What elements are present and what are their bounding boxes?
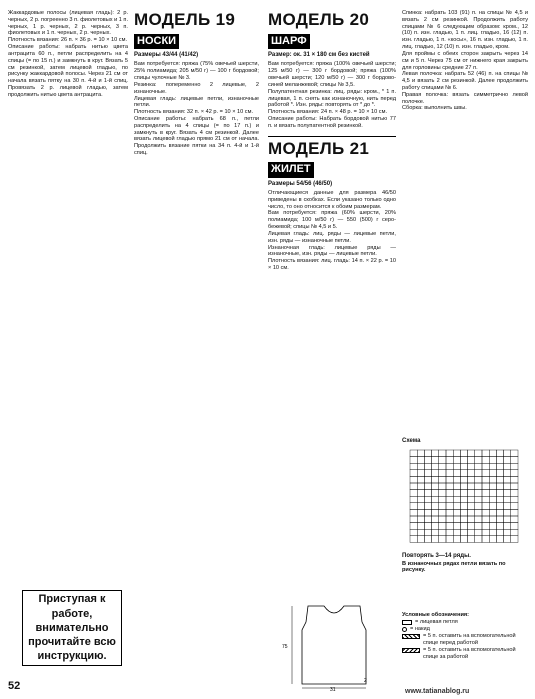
chart-cell	[417, 476, 424, 483]
chart-cell	[432, 463, 439, 470]
chart-cell	[410, 450, 417, 457]
legend-item	[402, 633, 528, 647]
chart-cell	[482, 516, 489, 523]
chart-cell	[446, 490, 453, 497]
chart-cell	[439, 509, 446, 516]
chart-cell	[504, 516, 511, 523]
chart-cell	[432, 476, 439, 483]
chart-cell	[460, 536, 467, 543]
chart-cell	[439, 496, 446, 503]
chart-cell	[460, 457, 467, 464]
model-19-column	[134, 10, 259, 157]
chart-cell	[453, 470, 460, 477]
model-19-sizes: Размеры 43/44 (41/42)	[134, 52, 199, 59]
chart-cell	[424, 483, 431, 490]
chart-cell	[504, 503, 511, 510]
chart-cell	[475, 529, 482, 536]
chart-cell	[496, 523, 503, 530]
chart-cell	[453, 503, 460, 510]
chart-cell	[468, 529, 475, 536]
chart-cell	[453, 509, 460, 516]
chart-cell	[511, 496, 518, 503]
legend	[402, 612, 528, 661]
chart-cell	[511, 523, 518, 530]
chart-cell	[475, 490, 482, 497]
chart-cell	[424, 536, 431, 543]
chart-cell	[475, 470, 482, 477]
chart-cell	[496, 516, 503, 523]
chart-cell	[482, 536, 489, 543]
model-21-sizes: Размеры 54/56 (46/50)	[268, 180, 333, 187]
chart-cell	[453, 516, 460, 523]
chart-cell	[410, 463, 417, 470]
chart-cell	[482, 490, 489, 497]
chart-cell	[432, 529, 439, 536]
chart-cell	[496, 463, 503, 470]
chart-cell	[482, 503, 489, 510]
chart-cell	[489, 536, 496, 543]
legend-label: = лицевая петля	[415, 618, 458, 625]
chart-cell	[496, 496, 503, 503]
chart-cell	[446, 496, 453, 503]
chart-cell	[475, 476, 482, 483]
chart-cell	[511, 516, 518, 523]
chart-cell	[446, 503, 453, 510]
model-19-text: Вам потребуется: пряжа (75% овечьей шерсти, 25% полиамида; 205 м/50 г) — 100 г бордовой; спицы чулочные № 3. Резинка: попеременно 2 лицевые, 2 изнаночные. Лицевая гладь: лицевые петли, изнаночные петли. Плотность вязания: 32 п. × 42 р. = 10 × 10 см. Описание работы: набрать 68 п., петли распределить на 4 спицы (= по 17 п.) и замкнуть в круг. Вязать 4 см резинкой. Далее вязать лицевой гладью прямо 21 см от начала. Продолжить вязание пятки на 34 п. 4-й и 1-й спиц.	[134, 61, 259, 157]
chart-cell	[439, 536, 446, 543]
chart-cell	[432, 509, 439, 516]
chart-cell	[424, 450, 431, 457]
chart-cell	[475, 523, 482, 530]
chart-cell	[417, 536, 424, 543]
chart-cell	[460, 496, 467, 503]
chart-cell	[439, 490, 446, 497]
chart-cell	[417, 470, 424, 477]
legend-item	[402, 619, 528, 626]
model-21-text: Отличающиеся данные для размера 46/50 приведены в скобках. Если указано только одно число, то оно относится к обоим размерам. Вам потребуется: пряжа (60% шерсти, 20% полиамида; 100 м/50 г) — 550 (500) г серо-бежевой; спицы № 4,5 и 5. Лицевая гладь: лиц. ряды — лицевые петли, изн. ряды — изнаночные петли. Изнаночная гладь: лицевые ряды — изнаночные, изн. ряды — лицевые петли. Плотность вязания: лиц. гладь: 14 п. × 22 р. = 10 × 10 см.	[268, 190, 396, 271]
chart-cell	[460, 509, 467, 516]
chart-cell	[511, 503, 518, 510]
chart-cell	[439, 523, 446, 530]
chart-cell	[410, 516, 417, 523]
chart-cell	[489, 490, 496, 497]
chart-cell	[504, 490, 511, 497]
chart-cell	[460, 516, 467, 523]
left-column-text: Жаккардовые полосы (лицевая гладь): 2 р. черных, 2 р. погреенно 3 п. фиолетовых и 1 п. черных, 1 р. черных, 2 р. черных, 3 п. фиолетовых и 1 п. черных, 2 р. черных. Плотность вязания: 26 п. × 36 р. = 10 × 10 см. Описание работы: набрать нитью цвета антрацита 60 п., петли распределить на 4 спицы (= по 15 п.) и замкнуть в круг. Вязать 5 см резинкой, затем лицевой гладью, по рисунку жаккардовой полосы. Через 21 см от начала вязать пятку на 30 п. 4-й и 1-й спиц. Провязать 2 р. лицевой гладью, затем продолжить нитью цвета антрацита.	[8, 10, 128, 98]
chart-cell	[410, 483, 417, 490]
chart-cell	[460, 470, 467, 477]
chart-cell	[446, 457, 453, 464]
chart-cell	[453, 490, 460, 497]
chart-cell	[482, 509, 489, 516]
chart-cell	[489, 463, 496, 470]
chart-cell	[482, 529, 489, 536]
chart-cell	[446, 470, 453, 477]
chart-cell	[453, 483, 460, 490]
chart-cell	[482, 450, 489, 457]
chart-cell	[489, 483, 496, 490]
chart-cell	[453, 450, 460, 457]
chart-cell	[475, 463, 482, 470]
chart-cell	[453, 523, 460, 530]
chart-cell	[439, 476, 446, 483]
knitting-chart	[402, 438, 528, 608]
chart-cell	[446, 450, 453, 457]
legend-label: = 5 п. оставить на вспомогательной спице за работой	[423, 646, 516, 660]
chart-cell	[439, 463, 446, 470]
chart-cell	[496, 536, 503, 543]
chart-cell	[424, 509, 431, 516]
chart-cell	[439, 529, 446, 536]
diagram-label-rib: 2	[364, 678, 367, 684]
chart-cell	[460, 490, 467, 497]
page-number: 52	[8, 680, 21, 692]
chart-cell	[417, 523, 424, 530]
chart-cell	[439, 470, 446, 477]
chart-cell	[511, 536, 518, 543]
chart-cell	[453, 496, 460, 503]
chart-cell	[489, 516, 496, 523]
chart-cell	[468, 457, 475, 464]
chart-cell	[432, 503, 439, 510]
chart-cell	[504, 470, 511, 477]
instruction-notice	[22, 590, 122, 666]
chart-cell	[417, 496, 424, 503]
chart-cell	[475, 450, 482, 457]
chart-cell	[468, 490, 475, 497]
chart-cell	[489, 470, 496, 477]
chart-cell	[417, 516, 424, 523]
stitch-icon	[402, 620, 412, 625]
chart-cell	[432, 516, 439, 523]
model-19-subtitle: НОСКИ	[134, 34, 179, 49]
chart-cell	[410, 509, 417, 516]
chart-cell	[504, 536, 511, 543]
chart-cell	[511, 483, 518, 490]
legend-label: = накид	[410, 625, 430, 632]
vest-schematic	[278, 598, 390, 692]
chart-cell	[475, 496, 482, 503]
chart-cell	[432, 457, 439, 464]
chart-cell	[439, 457, 446, 464]
chart-cell	[417, 509, 424, 516]
model-20-21-column	[268, 10, 396, 272]
chart-grid	[402, 446, 528, 546]
chart-cell	[460, 450, 467, 457]
chart-cell	[489, 509, 496, 516]
chart-cell	[504, 529, 511, 536]
chart-cell	[460, 523, 467, 530]
chart-cell	[439, 483, 446, 490]
model-21-title: МОДЕЛЬ 21	[268, 138, 370, 158]
chart-cell	[410, 470, 417, 477]
chart-cell	[511, 457, 518, 464]
chart-cell	[424, 529, 431, 536]
chart-cell	[446, 509, 453, 516]
chart-cell	[482, 476, 489, 483]
chart-cell	[424, 490, 431, 497]
diagram-label-width: 31	[330, 687, 336, 693]
chart-cell	[432, 483, 439, 490]
chart-cell	[446, 516, 453, 523]
chart-cell	[446, 529, 453, 536]
chart-cell	[446, 523, 453, 530]
chart-cell	[468, 523, 475, 530]
chart-cell	[496, 457, 503, 464]
chart-cell	[468, 536, 475, 543]
chart-cell	[468, 470, 475, 477]
model-20-sizes: Размер: ок. 31 × 180 см без кистей	[268, 52, 370, 59]
chart-cell	[432, 496, 439, 503]
chart-cell	[424, 470, 431, 477]
chart-cell	[489, 529, 496, 536]
model-20-title: МОДЕЛЬ 20	[268, 10, 370, 29]
chart-cell	[504, 496, 511, 503]
chart-cell	[468, 516, 475, 523]
chart-cell	[511, 476, 518, 483]
left-column	[8, 10, 128, 592]
chart-cell	[489, 496, 496, 503]
chart-cell	[410, 529, 417, 536]
model-19-title: МОДЕЛЬ 19	[134, 10, 236, 29]
chart-cell	[410, 503, 417, 510]
legend-title: Условные обозначения:	[402, 612, 470, 618]
legend-item	[402, 626, 528, 633]
chart-cell	[489, 523, 496, 530]
chart-cell	[453, 529, 460, 536]
chart-cell	[504, 483, 511, 490]
chart-cell	[424, 463, 431, 470]
right-column-text: Спинка: набрать 103 (91) п. на спицы № 4,5 и вязать 2 см резинкой. Продолжить работу спицами № 6 следующим образом: кром., 12 (10) п. изн. гладью, 1 п. лиц. гладью, 16 (12) п. изн. гладью, 1 п. «косы», 16 п. изн. гладью, 1 п. лиц. гладью, 12 (10) п. изн. гладью, кром. Для проймы с обеих сторон закрыть через 14 см и 5 п. Через 75 см от нижнего края закрыть для горловины средние 27 п. Левая полочка: набрать 52 (46) п. на спицы № 4,5 и вязать 2 см резинкой. Далее продолжить работу спицами № 6. Правая полочка: вязать симметрично левой полочке. Сборка: выполнить швы.	[402, 10, 528, 112]
chart-cell	[504, 523, 511, 530]
chart-cell	[482, 463, 489, 470]
right-column	[402, 10, 528, 436]
chart-cell	[504, 450, 511, 457]
chart-cell	[482, 523, 489, 530]
chart-cell	[482, 470, 489, 477]
chart-cell	[460, 529, 467, 536]
chart-cell	[460, 463, 467, 470]
chart-cell	[432, 490, 439, 497]
site-url: www.tatianablog.ru	[405, 688, 470, 695]
chart-cell	[482, 457, 489, 464]
model-21-subtitle: ЖИЛЕТ	[268, 162, 314, 177]
chart-cell	[482, 483, 489, 490]
chart-cell	[496, 529, 503, 536]
chart-cell	[439, 450, 446, 457]
chart-cell	[417, 490, 424, 497]
chart-cell	[410, 496, 417, 503]
chart-cell	[410, 490, 417, 497]
chart-cell	[504, 509, 511, 516]
chart-cell	[460, 483, 467, 490]
chart-cell	[468, 450, 475, 457]
chart-cell	[496, 490, 503, 497]
chart-cell	[475, 503, 482, 510]
chart-cell	[496, 470, 503, 477]
chart-cell	[417, 529, 424, 536]
chart-cell	[417, 483, 424, 490]
chart-cell	[475, 516, 482, 523]
diagram-label-length: 75	[282, 644, 288, 650]
chart-cell	[482, 496, 489, 503]
chart-cell	[453, 457, 460, 464]
chart-cell	[496, 503, 503, 510]
chart-cell	[489, 476, 496, 483]
chart-cell	[496, 483, 503, 490]
chart-cell	[446, 483, 453, 490]
chart-cell	[439, 503, 446, 510]
chart-cell	[511, 529, 518, 536]
chart-cell	[511, 450, 518, 457]
chart-cell	[496, 476, 503, 483]
chart-cell	[424, 523, 431, 530]
chart-cell	[446, 476, 453, 483]
chart-cell	[475, 509, 482, 516]
chart-cell	[504, 457, 511, 464]
chart-cell	[417, 450, 424, 457]
chart-cell	[475, 536, 482, 543]
yarn-over-icon	[402, 627, 407, 632]
chart-cell	[468, 463, 475, 470]
chart-cell	[511, 470, 518, 477]
chart-cell	[446, 463, 453, 470]
chart-cell	[410, 536, 417, 543]
chart-cell	[504, 463, 511, 470]
chart-cell	[417, 457, 424, 464]
chart-cell	[410, 457, 417, 464]
model-20-subtitle: ШАРФ	[268, 34, 310, 49]
legend-item	[402, 647, 528, 661]
chart-cell	[511, 463, 518, 470]
divider	[268, 136, 396, 137]
chart-cell	[453, 536, 460, 543]
chart-cell	[496, 450, 503, 457]
model-20-text: Вам потребуется: пряжа (100% овечьей шерсти; 125 м/50 г) — 300 г бордовой; пряжа (100% овечьей шерсти; 120 м/50 г) — 300 г бордово-синей меланжевой; спицы № 3,5. Полупатентная резинка: лиц. ряды: кром., * 1 п. лицевая, 1 п. снять как изнаночную, нить перед работой *. Изн. ряды: повторять от * до *. Плотность вязания: 24 п. × 48 р. = 10 × 10 см. Описание работы: Набрать бордовой нитью 77 п. и вязать полупатентной резинкой.	[268, 61, 396, 129]
chart-cell	[468, 483, 475, 490]
chart-cell	[446, 536, 453, 543]
chart-cell	[417, 503, 424, 510]
chart-cell	[496, 509, 503, 516]
chart-cell	[424, 457, 431, 464]
chart-cell	[424, 503, 431, 510]
chart-cell	[489, 503, 496, 510]
notice-text: Приступая к работе, внимательно прочитайте всю инструкцию.	[28, 593, 116, 663]
chart-title: Схема	[402, 438, 421, 444]
chart-cell	[424, 496, 431, 503]
chart-cell	[475, 457, 482, 464]
cable-back-icon	[402, 648, 420, 653]
chart-cell	[468, 476, 475, 483]
chart-cell	[432, 470, 439, 477]
chart-cell	[460, 503, 467, 510]
chart-cell	[475, 483, 482, 490]
chart-cell	[511, 490, 518, 497]
legend-label: = 5 п. оставить на вспомогательной спице перед работой	[423, 632, 516, 646]
chart-cell	[432, 536, 439, 543]
chart-repeat-note: Повторять 3—14 ряды.	[402, 553, 471, 559]
chart-cell	[489, 457, 496, 464]
chart-cell	[417, 463, 424, 470]
chart-cell	[424, 516, 431, 523]
chart-cell	[410, 476, 417, 483]
chart-cell	[460, 476, 467, 483]
chart-cell	[468, 509, 475, 516]
cable-front-icon	[402, 634, 420, 639]
chart-cell	[410, 523, 417, 530]
chart-wrong-side-note: В изнаночных рядах петли вязать по рисунку.	[402, 561, 506, 573]
chart-cell	[439, 516, 446, 523]
chart-cell	[468, 503, 475, 510]
chart-cell	[432, 450, 439, 457]
chart-cell	[468, 496, 475, 503]
chart-cell	[504, 476, 511, 483]
chart-cell	[432, 523, 439, 530]
chart-cell	[424, 476, 431, 483]
chart-cell	[489, 450, 496, 457]
chart-cell	[511, 509, 518, 516]
chart-cell	[453, 463, 460, 470]
chart-cell	[453, 476, 460, 483]
